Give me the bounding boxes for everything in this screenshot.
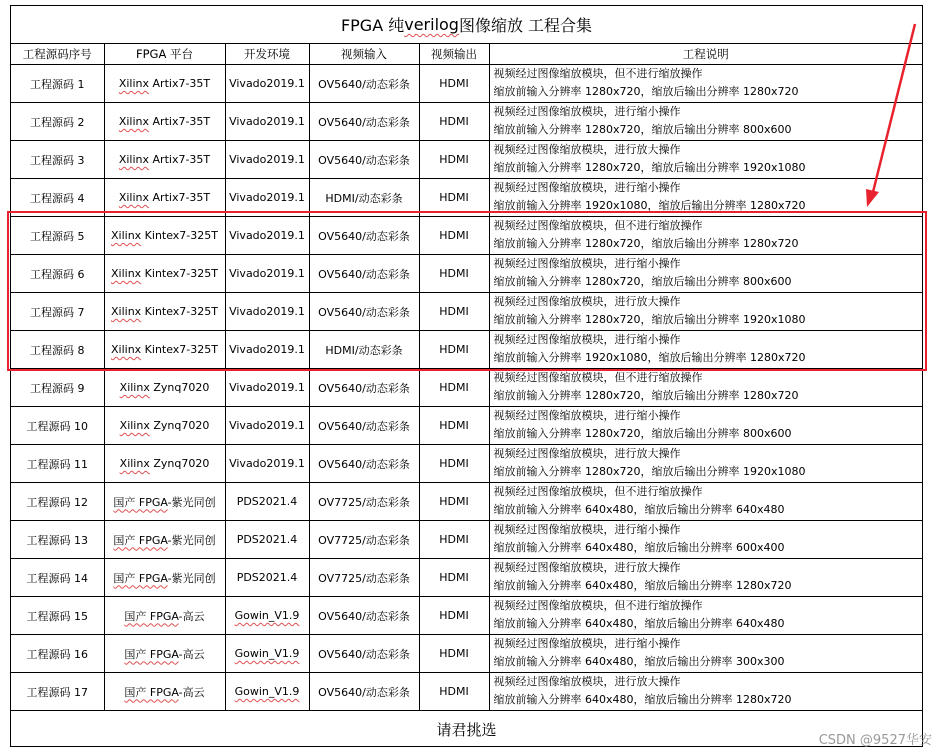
platform-model: -高云 — [178, 685, 205, 699]
platform-cell — [104, 521, 225, 559]
video-output-cell: HDMI — [419, 673, 489, 711]
dev-env-cell — [225, 559, 309, 597]
project-table-sheet — [10, 5, 923, 747]
platform-vendor: Xilinx — [110, 343, 142, 356]
dev-env-text: Vivado2019.1 — [229, 115, 305, 128]
video-output-cell: HDMI — [419, 597, 489, 635]
video-input-cell: OV5640/动态彩条 — [309, 103, 419, 141]
platform-vendor: 国产 FPGA — [124, 647, 179, 661]
watermark: CSDN @9527华安 — [818, 733, 932, 748]
project-id-cell: 工程源码 16 — [11, 635, 104, 673]
description-line: 缩放前输入分辨率 1920x1080，缩放后输出分辨率 1280x720 — [493, 198, 806, 212]
description-line: 缩放前输入分辨率 1280x720，缩放后输出分辨率 1920x1080 — [493, 160, 806, 174]
description-cell — [489, 103, 922, 141]
description-line: 视频经过图像缩放模块，进行缩小操作 — [493, 257, 681, 270]
table-row — [11, 407, 922, 445]
description-line: 缩放前输入分辨率 1280x720，缩放后输出分辨率 1280x720 — [493, 84, 799, 98]
project-id-cell: 工程源码 3 — [11, 141, 104, 179]
project-id-cell: 工程源码 9 — [11, 369, 104, 407]
description-cell — [489, 445, 922, 483]
platform-vendor: Xilinx — [118, 115, 150, 128]
dev-env-text: Vivado2019.1 — [229, 343, 305, 356]
platform-vendor: Xilinx — [110, 305, 142, 318]
dev-env-cell — [225, 141, 309, 179]
table-row — [11, 673, 922, 711]
table-row — [11, 255, 922, 293]
platform-model: Zynq7020 — [149, 419, 210, 432]
table-row — [11, 369, 922, 407]
video-input-cell: OV5640/动态彩条 — [309, 65, 419, 103]
project-id-cell: 工程源码 17 — [11, 673, 104, 711]
dev-env-text: Vivado2019.1 — [229, 191, 305, 204]
description-cell — [489, 217, 922, 255]
dev-env-cell — [225, 445, 309, 483]
title-prefix: FPGA 纯 — [340, 16, 405, 35]
table-row — [11, 179, 922, 217]
platform-model: Kintex7-325T — [141, 267, 218, 280]
description-cell — [489, 407, 922, 445]
platform-model: -高云 — [178, 609, 205, 623]
platform-cell — [104, 141, 225, 179]
dev-env-text: Gowin_V1.9 — [234, 647, 300, 660]
platform-cell — [104, 103, 225, 141]
description-cell — [489, 179, 922, 217]
platform-model: -高云 — [178, 647, 205, 661]
platform-vendor: Xilinx — [118, 153, 150, 166]
dev-env-text: Gowin_V1.9 — [234, 685, 300, 698]
description-line: 视频经过图像缩放模块，进行放大操作 — [493, 675, 681, 688]
table-header-row — [11, 44, 922, 65]
platform-model: Zynq7020 — [149, 457, 210, 470]
platform-model: -紫光同创 — [167, 495, 216, 509]
platform-vendor: Xilinx — [118, 191, 150, 204]
video-input-cell: OV5640/动态彩条 — [309, 407, 419, 445]
project-id-cell: 工程源码 15 — [11, 597, 104, 635]
platform-cell — [104, 407, 225, 445]
project-id-cell: 工程源码 13 — [11, 521, 104, 559]
description-line: 缩放前输入分辨率 640x480，缩放后输出分辨率 1280x720 — [493, 692, 792, 706]
video-input-cell: OV5640/动态彩条 — [309, 673, 419, 711]
dev-env-cell — [225, 179, 309, 217]
dev-env-cell — [225, 65, 309, 103]
description-line: 视频经过图像缩放模块，进行放大操作 — [493, 447, 681, 460]
platform-cell — [104, 483, 225, 521]
platform-vendor: 国产 FPGA — [113, 533, 168, 547]
table-row — [11, 331, 922, 369]
dev-env-text: PDS2021.4 — [236, 495, 298, 508]
dev-env-text: Vivado2019.1 — [229, 229, 305, 242]
description-line: 缩放前输入分辨率 1280x720，缩放后输出分辨率 1920x1080 — [493, 464, 806, 478]
column-header: FPGA 平台 — [104, 44, 225, 65]
project-id-cell: 工程源码 5 — [11, 217, 104, 255]
description-cell — [489, 141, 922, 179]
description-cell — [489, 597, 922, 635]
project-id-cell: 工程源码 2 — [11, 103, 104, 141]
description-cell — [489, 331, 922, 369]
table-row — [11, 293, 922, 331]
description-line: 缩放前输入分辨率 1920x1080，缩放后输出分辨率 1280x720 — [493, 350, 806, 364]
description-cell — [489, 369, 922, 407]
description-line: 缩放前输入分辨率 1280x720，缩放后输出分辨率 800x600 — [493, 274, 792, 288]
table-row — [11, 445, 922, 483]
video-output-cell: HDMI — [419, 559, 489, 597]
title-suffix: 图像缩放 工程合集 — [458, 16, 593, 35]
dev-env-text: Vivado2019.1 — [229, 267, 305, 280]
description-line: 视频经过图像缩放模块，进行缩小操作 — [493, 333, 681, 346]
project-id-cell: 工程源码 10 — [11, 407, 104, 445]
platform-cell — [104, 369, 225, 407]
project-table — [11, 44, 922, 711]
dev-env-cell — [225, 217, 309, 255]
platform-model: Artix7-35T — [149, 77, 211, 90]
description-line: 视频经过图像缩放模块，进行放大操作 — [493, 561, 681, 574]
project-id-cell: 工程源码 6 — [11, 255, 104, 293]
description-line: 缩放前输入分辨率 1280x720，缩放后输出分辨率 800x600 — [493, 426, 792, 440]
project-id-cell: 工程源码 4 — [11, 179, 104, 217]
dev-env-text: Vivado2019.1 — [229, 153, 305, 166]
description-cell — [489, 255, 922, 293]
video-input-cell: OV5640/动态彩条 — [309, 369, 419, 407]
video-output-cell: HDMI — [419, 255, 489, 293]
table-row — [11, 483, 922, 521]
dev-env-cell — [225, 103, 309, 141]
table-footer: 请君挑选 — [436, 720, 497, 739]
platform-cell — [104, 293, 225, 331]
description-line: 缩放前输入分辨率 1280x720，缩放后输出分辨率 1920x1080 — [493, 312, 806, 326]
dev-env-cell — [225, 369, 309, 407]
dev-env-text: Vivado2019.1 — [229, 305, 305, 318]
project-id-cell: 工程源码 7 — [11, 293, 104, 331]
platform-vendor: Xilinx — [110, 267, 142, 280]
description-line: 视频经过图像缩放模块，进行缩小操作 — [493, 523, 681, 536]
video-input-cell: OV7725/动态彩条 — [309, 521, 419, 559]
table-row — [11, 521, 922, 559]
description-line: 视频经过图像缩放模块，但不进行缩放操作 — [493, 219, 703, 232]
project-id-cell: 工程源码 14 — [11, 559, 104, 597]
description-line: 视频经过图像缩放模块，进行放大操作 — [493, 295, 681, 308]
table-body — [11, 65, 922, 711]
platform-vendor: Xilinx — [119, 457, 150, 470]
platform-cell — [104, 559, 225, 597]
video-input-cell: OV7725/动态彩条 — [309, 483, 419, 521]
project-id-cell: 工程源码 8 — [11, 331, 104, 369]
description-line: 视频经过图像缩放模块，进行缩小操作 — [493, 181, 681, 194]
dev-env-cell — [225, 597, 309, 635]
description-line: 缩放前输入分辨率 1280x720，缩放后输出分辨率 1280x720 — [493, 388, 799, 402]
platform-cell — [104, 445, 225, 483]
column-header: 视频输出 — [419, 44, 489, 65]
platform-model: Artix7-35T — [149, 153, 211, 166]
description-line: 视频经过图像缩放模块，进行缩小操作 — [493, 637, 681, 650]
platform-cell — [104, 179, 225, 217]
platform-vendor: 国产 FPGA — [113, 495, 168, 509]
platform-cell — [104, 673, 225, 711]
table-row — [11, 217, 922, 255]
description-line: 视频经过图像缩放模块，但不进行缩放操作 — [493, 599, 703, 612]
description-line: 缩放前输入分辨率 1280x720，缩放后输出分辨率 800x600 — [493, 122, 792, 136]
video-output-cell: HDMI — [419, 141, 489, 179]
description-line: 缩放前输入分辨率 640x480，缩放后输出分辨率 1280x720 — [493, 578, 792, 592]
platform-cell — [104, 217, 225, 255]
video-output-cell: HDMI — [419, 407, 489, 445]
platform-cell — [104, 255, 225, 293]
description-line: 视频经过图像缩放模块，进行缩小操作 — [493, 409, 681, 422]
video-input-cell: HDMI/动态彩条 — [309, 331, 419, 369]
video-output-cell: HDMI — [419, 521, 489, 559]
video-output-cell: HDMI — [419, 179, 489, 217]
description-line: 视频经过图像缩放模块，但不进行缩放操作 — [493, 67, 703, 80]
video-output-cell: HDMI — [419, 293, 489, 331]
description-cell — [489, 293, 922, 331]
video-output-cell: HDMI — [419, 369, 489, 407]
video-output-cell: HDMI — [419, 445, 489, 483]
video-input-cell: OV5640/动态彩条 — [309, 445, 419, 483]
platform-vendor: 国产 FPGA — [124, 685, 179, 699]
dev-env-text: Vivado2019.1 — [229, 419, 305, 432]
title-keyword: verilog — [404, 15, 459, 34]
platform-cell — [104, 597, 225, 635]
platform-model: -紫光同创 — [167, 533, 216, 547]
video-output-cell: HDMI — [419, 483, 489, 521]
video-output-cell: HDMI — [419, 635, 489, 673]
project-id-cell: 工程源码 1 — [11, 65, 104, 103]
video-output-cell: HDMI — [419, 331, 489, 369]
video-input-cell: OV5640/动态彩条 — [309, 597, 419, 635]
table-row — [11, 141, 922, 179]
project-id-cell: 工程源码 12 — [11, 483, 104, 521]
video-input-cell: OV5640/动态彩条 — [309, 255, 419, 293]
column-header: 工程说明 — [489, 44, 922, 65]
dev-env-cell — [225, 673, 309, 711]
dev-env-cell — [225, 635, 309, 673]
table-title — [11, 6, 922, 44]
description-line: 视频经过图像缩放模块，进行缩小操作 — [493, 105, 681, 118]
platform-vendor: Xilinx — [119, 381, 150, 394]
dev-env-text: Gowin_V1.9 — [234, 609, 300, 622]
description-cell — [489, 635, 922, 673]
table-row — [11, 103, 922, 141]
platform-model: Artix7-35T — [149, 191, 211, 204]
description-cell — [489, 521, 922, 559]
platform-vendor: Xilinx — [110, 229, 142, 242]
video-input-cell: OV5640/动态彩条 — [309, 141, 419, 179]
platform-model: Kintex7-325T — [141, 343, 218, 356]
description-line: 缩放前输入分辨率 1280x720，缩放后输出分辨率 1280x720 — [493, 236, 799, 250]
platform-vendor: Xilinx — [118, 77, 150, 90]
dev-env-cell — [225, 521, 309, 559]
dev-env-cell — [225, 483, 309, 521]
table-row — [11, 635, 922, 673]
project-id-cell: 工程源码 11 — [11, 445, 104, 483]
dev-env-text: Vivado2019.1 — [229, 77, 305, 90]
dev-env-cell — [225, 255, 309, 293]
platform-model: Zynq7020 — [149, 381, 210, 394]
video-output-cell: HDMI — [419, 103, 489, 141]
description-line: 缩放前输入分辨率 640x480，缩放后输出分辨率 300x300 — [493, 654, 785, 668]
dev-env-text: Vivado2019.1 — [229, 457, 305, 470]
dev-env-cell — [225, 407, 309, 445]
video-input-cell: OV5640/动态彩条 — [309, 293, 419, 331]
description-line: 缩放前输入分辨率 640x480，缩放后输出分辨率 640x480 — [493, 502, 785, 516]
column-header: 开发环境 — [225, 44, 309, 65]
platform-cell — [104, 331, 225, 369]
dev-env-text: PDS2021.4 — [236, 571, 298, 584]
description-cell — [489, 65, 922, 103]
description-line: 视频经过图像缩放模块，但不进行缩放操作 — [493, 485, 703, 498]
platform-cell — [104, 635, 225, 673]
platform-vendor: 国产 FPGA — [113, 571, 168, 585]
description-line: 视频经过图像缩放模块，进行放大操作 — [493, 143, 681, 156]
column-header: 工程源码序号 — [11, 44, 104, 65]
table-row — [11, 65, 922, 103]
video-input-cell: OV7725/动态彩条 — [309, 559, 419, 597]
table-row — [11, 559, 922, 597]
column-header: 视频输入 — [309, 44, 419, 65]
dev-env-cell — [225, 293, 309, 331]
description-cell — [489, 483, 922, 521]
video-output-cell: HDMI — [419, 65, 489, 103]
video-input-cell: OV5640/动态彩条 — [309, 217, 419, 255]
dev-env-text: PDS2021.4 — [236, 533, 298, 546]
video-input-cell: OV5640/动态彩条 — [309, 635, 419, 673]
video-output-cell: HDMI — [419, 217, 489, 255]
description-line: 缩放前输入分辨率 640x480，缩放后输出分辨率 600x400 — [493, 540, 785, 554]
video-input-cell: HDMI/动态彩条 — [309, 179, 419, 217]
description-cell — [489, 673, 922, 711]
description-cell — [489, 559, 922, 597]
dev-env-cell — [225, 331, 309, 369]
platform-model: -紫光同创 — [167, 571, 216, 585]
description-line: 缩放前输入分辨率 640x480，缩放后输出分辨率 640x480 — [493, 616, 785, 630]
platform-vendor: Xilinx — [119, 419, 150, 432]
table-row — [11, 597, 922, 635]
dev-env-text: Vivado2019.1 — [229, 381, 305, 394]
platform-vendor: 国产 FPGA — [124, 609, 179, 623]
platform-cell — [104, 65, 225, 103]
platform-model: Kintex7-325T — [141, 229, 218, 242]
platform-model: Kintex7-325T — [141, 305, 218, 318]
platform-model: Artix7-35T — [149, 115, 211, 128]
description-line: 视频经过图像缩放模块，但不进行缩放操作 — [493, 371, 703, 384]
